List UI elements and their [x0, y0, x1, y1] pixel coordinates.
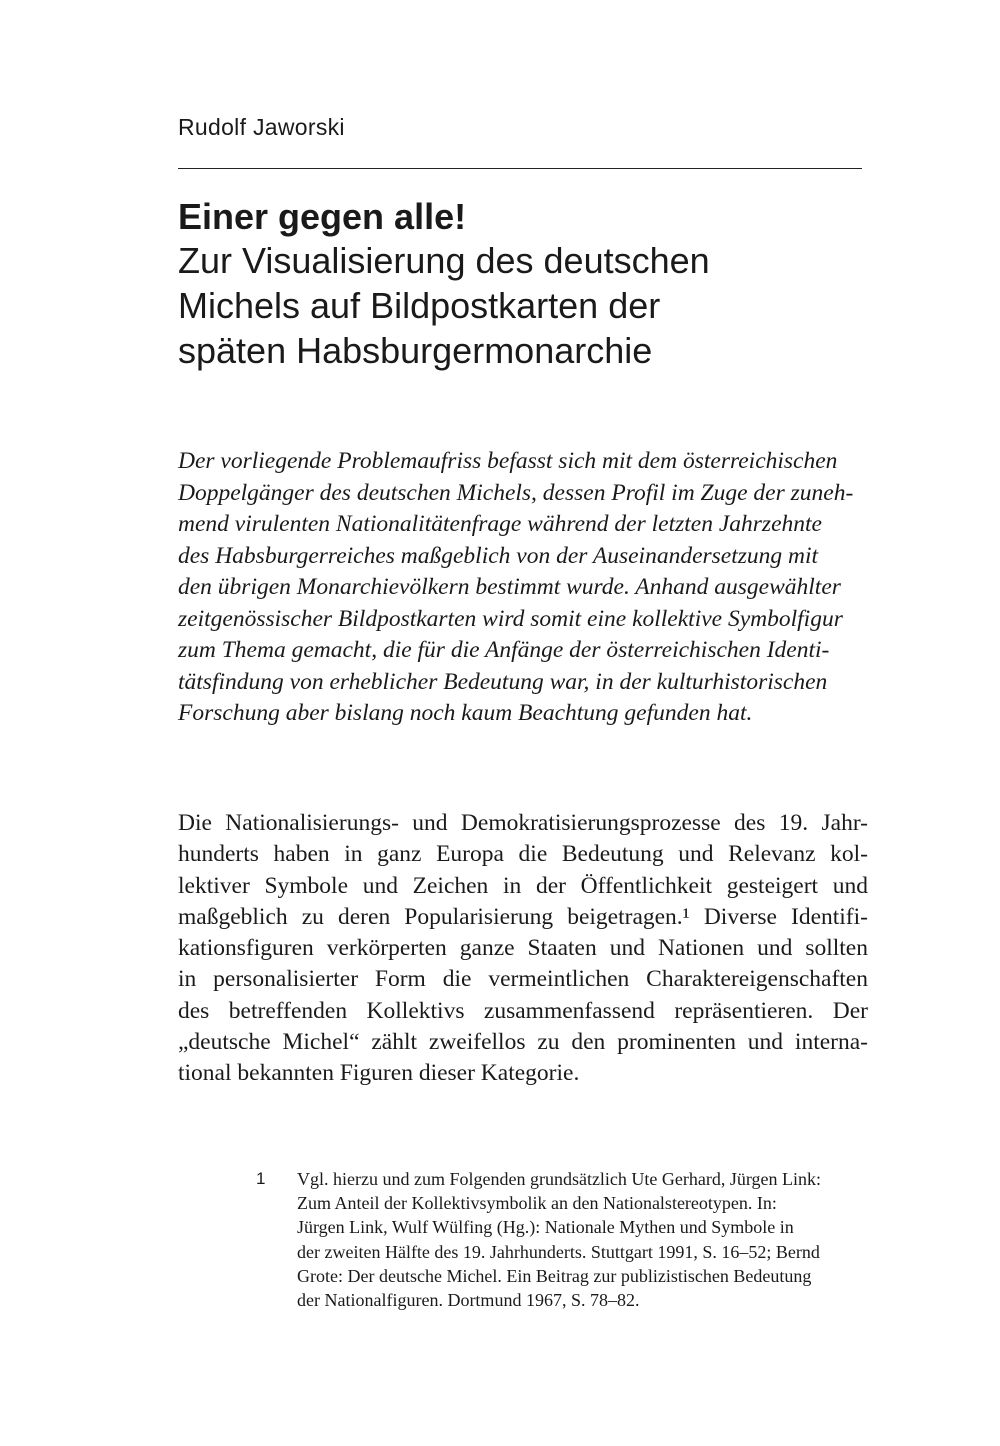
footnote-line: Grote: Der deutsche Michel. Ein Beitrag zur publizistischen Bedeutung [297, 1265, 812, 1286]
body-line: maßgeblich zu deren Popularisierung beigetragen.¹ Diverse Identifi- [178, 903, 868, 930]
footnote-line: Vgl. hierzu und zum Folgenden grundsätzlich Ute Gerhard, Jürgen Link: [297, 1169, 822, 1189]
abstract-line: Der vorliegende Problemaufriss befasst sich mit dem österreichischen [178, 448, 838, 474]
footnote-line: Jürgen Link, Wulf Wülfing (Hg.): Nationale Mythen und Symbole in [297, 1217, 794, 1238]
body-line: kationsfiguren verkörperten ganze Staaten und Nationen und sollten [178, 935, 868, 962]
header-divider [178, 168, 862, 169]
footnote-number: 1 [256, 1169, 266, 1188]
body-line: des betreffenden Kollektivs zusammenfassend repräsentieren. Der [178, 997, 868, 1024]
body-line: „deutsche Michel“ zählt zweifellos zu den prominenten und interna- [178, 1029, 868, 1056]
body-paragraph [178, 808, 868, 1090]
author-name: Rudolf Jaworski [178, 114, 345, 140]
abstract-line: zeitgenössischer Bildpostkarten wird somit eine kollektive Symbolfigur [178, 605, 843, 632]
body-line: Die Nationalisierungs- und Demokratisierungsprozesse des 19. Jahr- [178, 810, 868, 836]
body-line: hunderts haben in ganz Europa die Bedeutung und Relevanz kol- [178, 841, 868, 868]
subtitle-line: Michels auf Bildpostkarten der [178, 285, 661, 326]
abstract-line: zum Thema gemacht, die für die Anfänge der österreichischen Identi- [178, 637, 830, 663]
abstract [178, 446, 868, 730]
subtitle-line: späten Habsburgermonarchie [178, 330, 653, 371]
subtitle-line: Zur Visualisierung des deutschen [178, 240, 710, 281]
title-subtitle [178, 238, 868, 373]
article-title [178, 196, 868, 373]
abstract-line: des Habsburgerreiches maßgeblich von der Auseinandersetzung mit [178, 542, 819, 569]
body-line: tional bekannten Figuren dieser Kategorie. [178, 1060, 580, 1087]
body-line: in personalisierter Form die vermeintlichen Charaktereigenschaften [178, 966, 868, 993]
footnote-text [297, 1167, 867, 1312]
body-line: lektiver Symbole und Zeichen in der Öffentlichkeit gesteigert und [178, 872, 868, 899]
footnote-line: der Nationalfiguren. Dortmund 1967, S. 78–82. [297, 1290, 640, 1311]
abstract-line: Forschung aber bislang noch kaum Beachtung gefunden hat. [178, 700, 753, 726]
title-main: Einer gegen alle! [178, 196, 467, 237]
abstract-line: den übrigen Monarchievölkern bestimmt wurde. Anhand ausgewählter [178, 574, 841, 600]
abstract-line: mend virulenten Nationalitätenfrage während der letzten Jahrzehnte [178, 511, 822, 537]
footnote-line: Zum Anteil der Kollektivsymbolik an den Nationalstereotypen. In: [297, 1193, 777, 1214]
abstract-line: tätsfindung von erheblicher Bedeutung war, in der kulturhistorischen [178, 668, 828, 695]
footnote-line: der zweiten Hälfte des 19. Jahrhunderts. Stuttgart 1991, S. 16–52; Bernd [297, 1241, 820, 1262]
abstract-line: Doppelgänger des deutschen Michels, dessen Profil im Zuge der zuneh- [178, 479, 854, 506]
